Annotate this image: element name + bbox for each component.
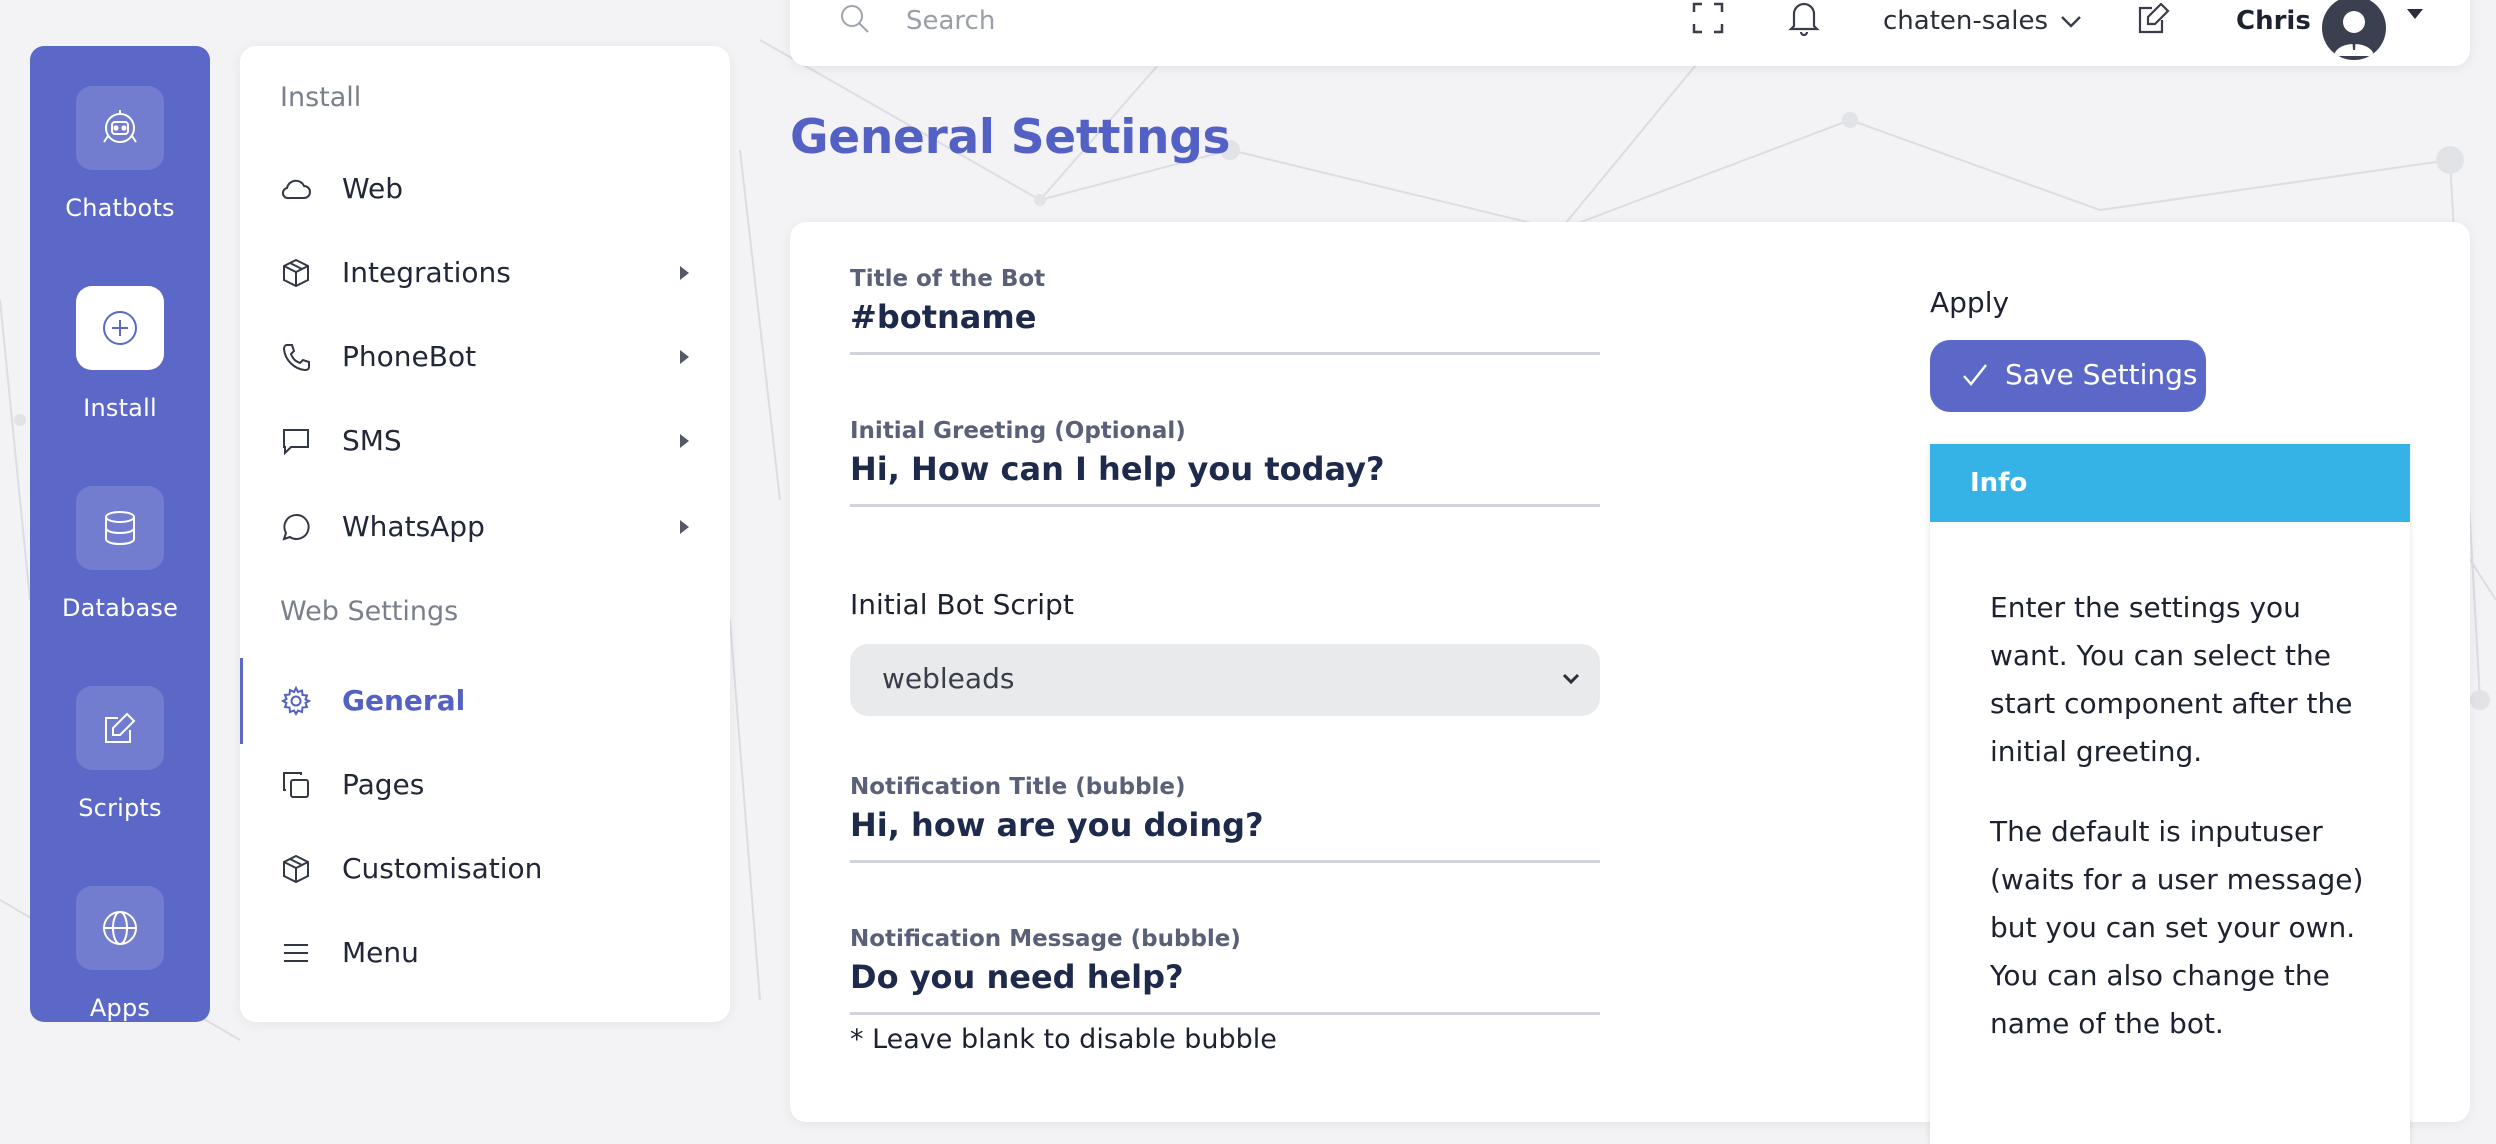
caret-right-icon	[680, 266, 689, 280]
initial-bot-script-select[interactable]	[850, 644, 1600, 716]
bubble-help-text: * Leave blank to disable bubble	[850, 1024, 1277, 1055]
submenu-label-general: General	[342, 683, 466, 717]
initial-bot-script-value: webleads	[882, 662, 1015, 695]
rail-item-apps[interactable]	[30, 886, 210, 1022]
notification-title-label: Notification Title (bubble)	[850, 774, 1186, 800]
rail-label-apps: Apps	[89, 994, 151, 1022]
globe-icon	[76, 886, 164, 970]
notification-title-input[interactable]: Hi, how are you doing?	[850, 806, 1600, 863]
notification-message-input[interactable]: Do you need help?	[850, 958, 1600, 1015]
user-avatar-icon	[2322, 0, 2386, 60]
info-paragraph: The default is inputuser (waits for a user message) but you can set your own. You can also change the name of the bot.	[1990, 815, 2364, 1040]
initial-greeting-label: Initial Greeting (Optional)	[850, 418, 1186, 444]
box-icon	[280, 257, 312, 289]
workspace-name: chaten-sales	[1883, 6, 2049, 36]
rail-label-chatbots: Chatbots	[65, 194, 175, 222]
submenu-item-phonebot[interactable]	[240, 326, 730, 386]
submenu-item-sms[interactable]	[240, 410, 730, 470]
submenu-item-whatsapp[interactable]	[240, 496, 730, 556]
chat-bubble-icon	[280, 511, 312, 543]
rail-item-chatbots[interactable]	[30, 86, 210, 222]
rail-label-scripts: Scripts	[78, 794, 162, 822]
submenu-label-pages: Pages	[342, 767, 425, 801]
message-square-icon	[280, 425, 312, 457]
submenu-item-web[interactable]	[240, 158, 730, 218]
top-bar	[790, 0, 2470, 66]
fullscreen-icon[interactable]	[1690, 0, 1726, 36]
chevron-down-icon	[2060, 15, 2082, 29]
apply-label: Apply	[1930, 286, 2010, 319]
phone-icon	[280, 341, 312, 373]
chevron-down-icon	[1560, 668, 1582, 690]
initial-bot-script-label: Initial Bot Script	[850, 588, 1074, 621]
install-submenu-panel	[240, 46, 730, 1022]
save-settings-button[interactable]	[1930, 340, 2206, 412]
edit-note-icon[interactable]	[2136, 0, 2172, 36]
user-name[interactable]: Chris	[2236, 6, 2311, 36]
workspace-selector[interactable]	[1883, 6, 2082, 36]
submenu-label-customisation: Customisation	[342, 851, 543, 885]
general-settings-card	[790, 222, 2470, 1122]
submenu-item-menu[interactable]	[240, 922, 730, 982]
caret-down-icon[interactable]	[2406, 8, 2424, 20]
section-heading-install: Install	[280, 82, 362, 113]
rail-item-install[interactable]	[30, 286, 210, 422]
notification-message-field[interactable]	[850, 926, 1600, 1015]
submenu-label-sms: SMS	[342, 423, 402, 457]
rail-item-database[interactable]	[30, 486, 210, 622]
caret-right-icon	[680, 350, 689, 364]
caret-right-icon	[680, 520, 689, 534]
robot-icon	[76, 86, 164, 170]
submenu-label-menu: Menu	[342, 935, 419, 969]
caret-right-icon	[680, 434, 689, 448]
check-icon	[1960, 362, 1990, 388]
submenu-item-integrations[interactable]	[240, 242, 730, 302]
database-icon	[76, 486, 164, 570]
edit-icon	[76, 686, 164, 770]
notification-message-label: Notification Message (bubble)	[850, 926, 1241, 952]
bell-icon[interactable]	[1786, 0, 1822, 36]
info-panel-title: Info	[1930, 444, 2410, 522]
save-settings-label: Save Settings	[2005, 358, 2198, 391]
info-panel	[1930, 444, 2410, 1144]
submenu-label-web: Web	[342, 171, 404, 205]
submenu-label-phonebot: PhoneBot	[342, 339, 477, 373]
submenu-item-customisation[interactable]	[240, 838, 730, 898]
submenu-item-pages[interactable]	[240, 754, 730, 814]
rail-item-scripts[interactable]	[30, 686, 210, 822]
submenu-item-general[interactable]	[240, 670, 730, 730]
rail-label-install: Install	[83, 394, 157, 422]
search-input[interactable]: Search	[906, 6, 996, 36]
bot-title-field[interactable]	[850, 266, 1600, 355]
avatar[interactable]	[2322, 0, 2386, 60]
copy-pages-icon	[280, 769, 312, 801]
hamburger-menu-icon	[280, 937, 312, 969]
search-icon[interactable]	[838, 2, 872, 36]
cloud-icon	[280, 173, 312, 205]
submenu-label-integrations: Integrations	[342, 255, 511, 289]
notification-title-field[interactable]	[850, 774, 1600, 863]
page-title: General Settings	[790, 110, 1231, 165]
submenu-label-whatsapp: WhatsApp	[342, 509, 485, 543]
gear-icon	[280, 685, 312, 717]
rail-label-database: Database	[61, 594, 179, 622]
bot-title-label: Title of the Bot	[850, 266, 1046, 292]
section-heading-web-settings: Web Settings	[280, 596, 459, 627]
box-icon	[280, 853, 312, 885]
plus-circle-icon	[76, 286, 164, 370]
main-navigation-rail	[30, 46, 210, 1022]
bot-title-input[interactable]: #botname	[850, 298, 1600, 355]
initial-greeting-input[interactable]: Hi, How can I help you today?	[850, 450, 1600, 507]
info-panel-body	[1930, 522, 2410, 1048]
initial-greeting-field[interactable]	[850, 418, 1600, 507]
info-paragraph: Enter the settings you want. You can select the start component after the initial greeting.	[1990, 591, 2353, 768]
